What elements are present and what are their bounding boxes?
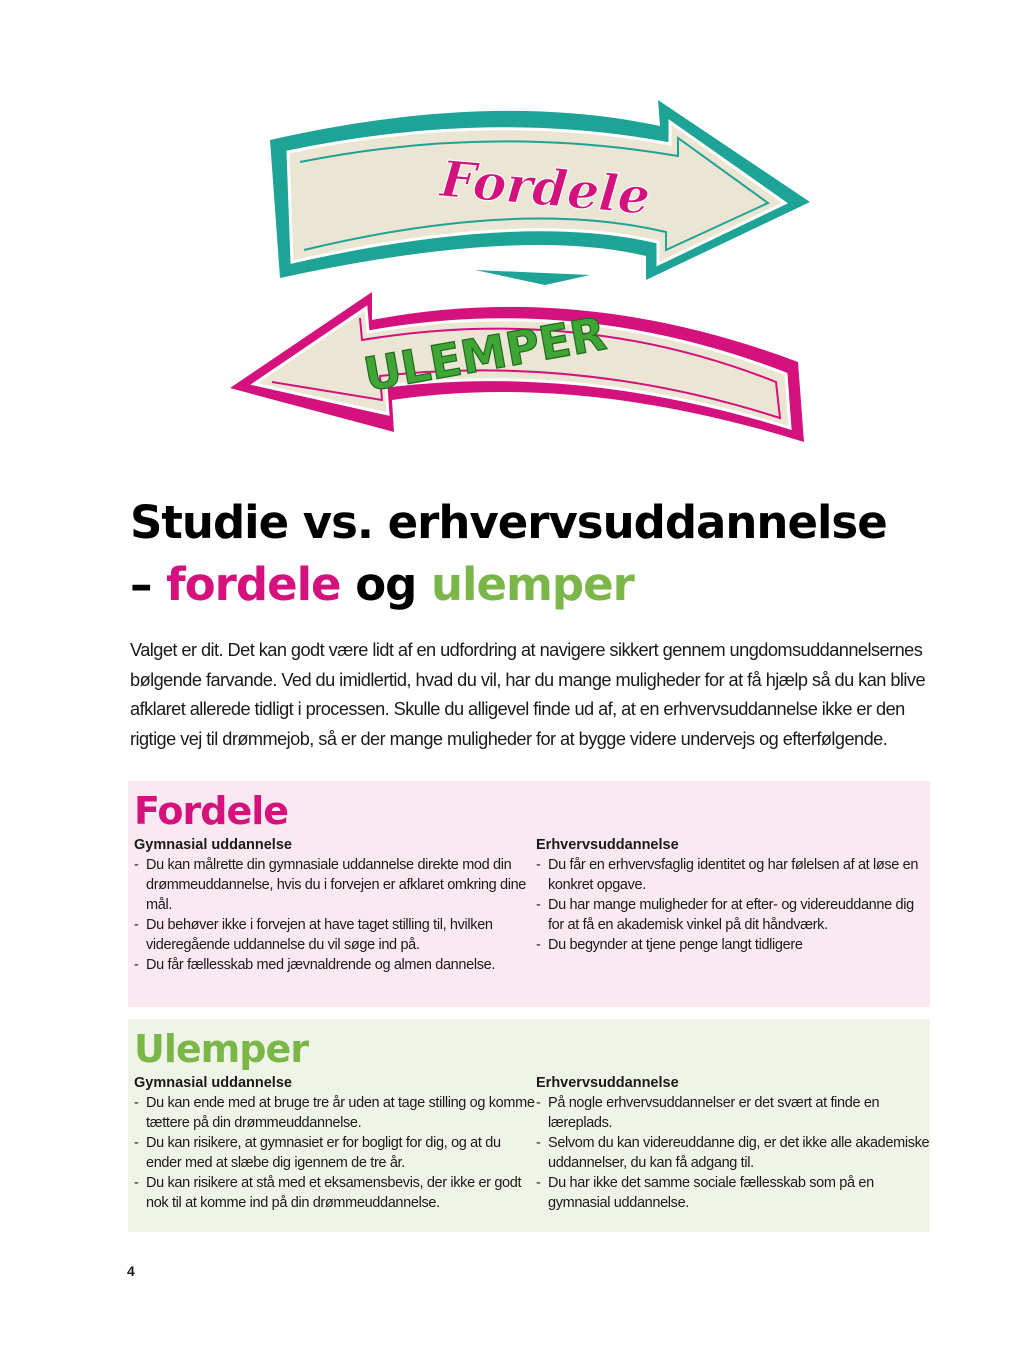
column-title: Gymnasial uddannelse: [134, 1075, 292, 1091]
ulemper-box: [128, 1019, 930, 1232]
fordele-arrow: [270, 100, 810, 285]
fordele-erhverv-column: [536, 835, 930, 975]
column-title: Erhvervsuddannelse: [536, 837, 679, 853]
ulemper-title: Ulemper: [134, 1027, 308, 1071]
ulemper-arrow-text: ULEMPER: [359, 306, 610, 402]
list-item: - Du kan risikere at stå med et eksamensbevis, der ikke er godt nok til at komme ind på din drømmeuddannelse.: [134, 1173, 536, 1213]
list-item: - Du kan ende med at bruge tre år uden at tage stilling og komme tættere på din drømmeuddannelse.: [134, 1093, 536, 1133]
list-item: - Du får en erhvervsfaglig identitet og har følelsen af at løse en konkret opgave.: [536, 855, 930, 895]
list-item: - Du har ikke det samme sociale fællesskab som på en gymnasial uddannelse.: [536, 1173, 930, 1213]
fordele-arrow-text: Fordele: [438, 148, 653, 227]
list-item: - Du kan målrette din gymnasiale uddannelse direkte mod din drømmeuddannelse, hvis du i forvejen er afklaret omkring dine mål.: [134, 855, 536, 915]
intro-paragraph: Valget er dit. Det kan godt være lidt af en udfordring at navigere sikkert gennem ungdomsuddannelsernes bølgende farvande. Ved du imidlertid, hvad du vil, har du mange muligheder for at få hjælp så du kan blive afklaret allerede tidligt i processen. Skulle du alligevel finde ud af, at en erhvervsuddannelse ikke er den rigtige vej til drømmejob, så er der mange muligheder for at bygge videre undervejs og efterfølgende.: [130, 640, 926, 749]
list-item: - Du kan risikere, at gymnasiet er for bogligt for dig, og at du ender med at slæbe dig igennem de tre år.: [134, 1133, 536, 1173]
fordele-box: [128, 781, 930, 1007]
title-line-1: Studie vs. erhvervsuddannelse: [130, 496, 887, 549]
list-item: - Du får fællesskab med jævnaldrende og almen dannelse.: [134, 955, 536, 975]
title-word-ulemper: ulemper: [431, 558, 634, 611]
page-title: [130, 492, 950, 616]
column-title: Erhvervsuddannelse: [536, 1075, 679, 1091]
list-item: - På nogle erhvervsuddannelser er det svært at finde en læreplads.: [536, 1093, 930, 1133]
fordele-title: Fordele: [134, 789, 289, 833]
page-number: 4: [127, 1263, 135, 1279]
list-item: - Du begynder at tjene penge langt tidligere: [536, 935, 930, 955]
column-title: Gymnasial uddannelse: [134, 837, 292, 853]
list-item: - Du behøver ikke i forvejen at have taget stilling til, hvilken videregående uddannelse du vil søge ind på.: [134, 915, 536, 955]
fordele-ulemper-arrows-illustration: [200, 80, 860, 480]
list-item: - Selvom du kan videreuddanne dig, er det ikke alle akademiske uddannelser, du kan få adgang til.: [536, 1133, 930, 1173]
ulemper-gymnasial-column: [134, 1073, 536, 1213]
fordele-gymnasial-column: [134, 835, 536, 975]
list-item: - Du har mange muligheder for at efter- og videreuddanne dig for at få en akademisk vinkel på dit håndværk.: [536, 895, 930, 935]
ulemper-erhverv-column: [536, 1073, 930, 1213]
title-word-og: og: [340, 558, 432, 611]
ulemper-arrow: [230, 292, 804, 442]
title-dash: –: [130, 558, 167, 611]
title-word-fordele: fordele: [166, 558, 341, 611]
